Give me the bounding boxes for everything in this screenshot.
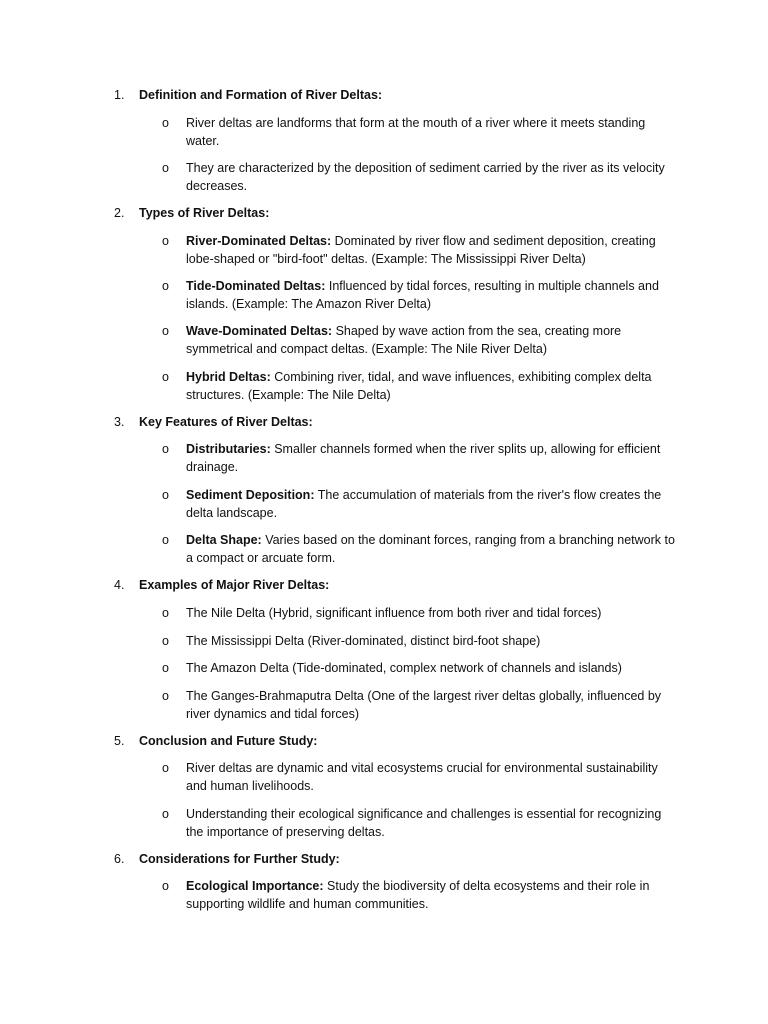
item-text: Understanding their ecological significance and challenges is essential for recognizing the importance of preserving deltas.: [186, 807, 662, 839]
section-title: Examples of Major River Deltas:: [139, 578, 330, 592]
item-text: The Amazon Delta (Tide-dominated, complex network of channels and islands): [186, 661, 622, 675]
bullet-marker: o: [162, 488, 169, 502]
item-text: Shaped by wave action from the sea, creating more symmetrical and compact deltas. (Example: The Nile River Delta): [186, 324, 622, 356]
item-text: They are characterized by the deposition of sediment carried by the river as its velocity decreases.: [186, 161, 665, 193]
bullet-marker: o: [162, 533, 169, 547]
item-term: Wave-Dominated Deltas:: [186, 324, 333, 338]
bullet-marker: o: [162, 606, 169, 620]
item-text: Combining river, tidal, and wave influences, exhibiting complex delta structures. (Example: The Nile Delta): [186, 370, 652, 402]
item-text: River deltas are dynamic and vital ecosystems crucial for environmental sustainability and human livelihoods.: [186, 761, 658, 793]
item-term: River-Dominated Deltas:: [186, 234, 332, 248]
item-term: Ecological Importance:: [186, 879, 324, 893]
bullet-marker: o: [162, 879, 169, 893]
bullet-marker: o: [162, 116, 169, 130]
item-text: Dominated by river flow and sediment deposition, creating lobe-shaped or "bird-foot" deltas. (Example: The Mississippi River Delta): [186, 234, 656, 266]
item-term: Delta Shape:: [186, 533, 262, 547]
item-text: Smaller channels formed when the river splits up, allowing for efficient drainage.: [186, 442, 661, 474]
item-term: Sediment Deposition:: [186, 488, 315, 502]
bullet-marker: o: [162, 370, 169, 384]
bullet-marker: o: [162, 442, 169, 456]
item-text: River deltas are landforms that form at the mouth of a river where it meets standing water.: [186, 116, 646, 148]
item-text: The accumulation of materials from the river's flow creates the delta landscape.: [186, 488, 662, 520]
bullet-marker: o: [162, 761, 169, 775]
bullet-marker: o: [162, 807, 169, 821]
section-title: Key Features of River Deltas:: [139, 415, 313, 429]
item-text: The Mississippi Delta (River-dominated, distinct bird-foot shape): [186, 634, 541, 648]
item-term: Tide-Dominated Deltas:: [186, 279, 326, 293]
bullet-marker: o: [162, 161, 169, 175]
section-number: 3.: [114, 415, 125, 429]
item-text: Influenced by tidal forces, resulting in multiple channels and islands. (Example: The Amazon River Delta): [186, 279, 659, 311]
bullet-marker: o: [162, 324, 169, 338]
bullet-marker: o: [162, 634, 169, 648]
item-text: The Ganges-Brahmaputra Delta (One of the largest river deltas globally, influenced by river dynamics and tidal forces): [186, 689, 662, 721]
section-number: 4.: [114, 578, 125, 592]
item-term: Hybrid Deltas:: [186, 370, 271, 384]
section-title: Definition and Formation of River Deltas:: [139, 88, 383, 102]
section-title: Considerations for Further Study:: [139, 852, 340, 866]
section-number: 2.: [114, 206, 125, 220]
bullet-marker: o: [162, 661, 169, 675]
item-term: Distributaries:: [186, 442, 271, 456]
section-title: Conclusion and Future Study:: [139, 734, 318, 748]
bullet-marker: o: [162, 689, 169, 703]
section-number: 6.: [114, 852, 125, 866]
section-number: 1.: [114, 88, 125, 102]
bullet-marker: o: [162, 234, 169, 248]
item-text: Study the biodiversity of delta ecosystems and their role in supporting wildlife and human communities.: [186, 879, 650, 911]
section-title: Types of River Deltas:: [139, 206, 270, 220]
item-text: Varies based on the dominant forces, ranging from a branching network to a compact or arcuate form.: [186, 533, 675, 565]
bullet-marker: o: [162, 279, 169, 293]
section-number: 5.: [114, 734, 125, 748]
item-text: The Nile Delta (Hybrid, significant influence from both river and tidal forces): [186, 606, 602, 620]
